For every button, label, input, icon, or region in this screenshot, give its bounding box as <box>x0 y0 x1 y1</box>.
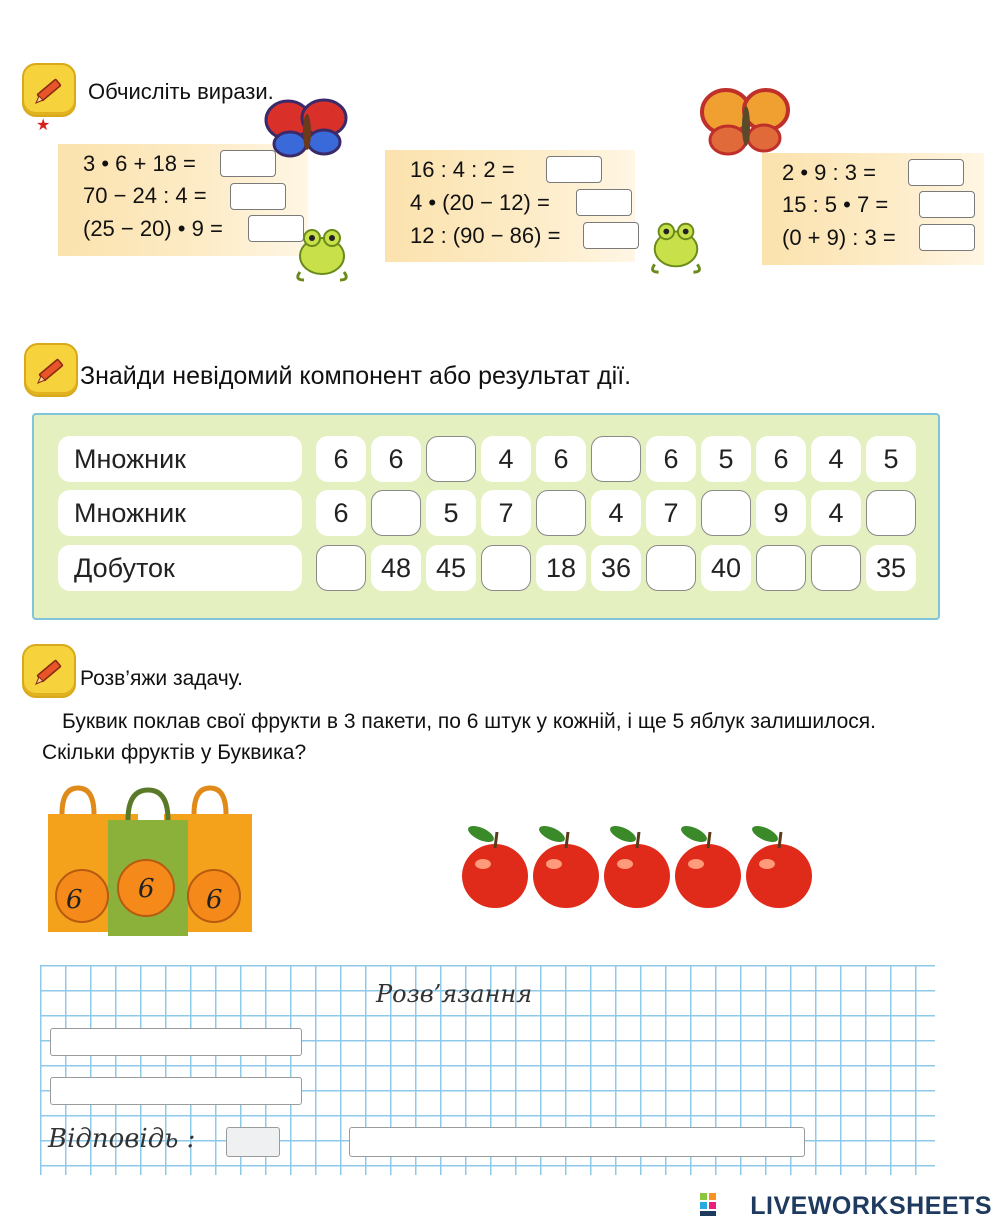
pencil-badge-icon <box>22 644 76 698</box>
pencil-badge-icon <box>22 63 76 117</box>
table-cell: 4 <box>481 436 531 482</box>
expression: (0 + 9) : 3 = <box>782 225 896 250</box>
table-cell: 6 <box>536 436 586 482</box>
table-input-cell[interactable] <box>316 545 366 591</box>
apple-icon <box>604 823 670 908</box>
solution-heading: Розв’язання <box>376 980 533 1008</box>
apple-icon <box>533 823 599 908</box>
apples-illustration <box>455 818 817 914</box>
step-2-input[interactable] <box>50 1077 302 1105</box>
answer-label: Відповідь : <box>48 1124 196 1154</box>
pencil-badge-icon <box>24 343 78 397</box>
table-cell: 5 <box>701 436 751 482</box>
answer-input[interactable] <box>919 224 975 251</box>
problem-text: Буквик поклав свої фрукти в 3 пакети, по 6 штук у кожній, і ще 5 яблук залишилося. Скільки фруктів у Буквика? <box>42 710 876 764</box>
table-input-cell[interactable] <box>481 545 531 591</box>
bag-label: 6 <box>206 885 223 915</box>
expression: (25 − 20) • 9 = <box>83 216 223 241</box>
star-icon: ★ <box>36 117 51 134</box>
table-input-cell[interactable] <box>426 436 476 482</box>
answer-text-input[interactable] <box>349 1127 805 1157</box>
table-cell: 4 <box>591 490 641 536</box>
butterfly-icon <box>262 96 352 164</box>
bag-label: 6 <box>66 885 83 915</box>
table-cell: 6 <box>756 436 806 482</box>
answer-input[interactable] <box>576 189 632 216</box>
task1-title: Обчисліть вирази. <box>88 79 274 104</box>
apple-icon <box>675 823 741 908</box>
table-cell: 4 <box>811 436 861 482</box>
row-label: Множник <box>58 490 302 536</box>
expression: 70 − 24 : 4 = <box>83 183 207 208</box>
expression: 3 • 6 + 18 = <box>83 151 196 176</box>
table-cell: 6 <box>316 490 366 536</box>
table-cell: 7 <box>646 490 696 536</box>
butterfly-icon <box>698 86 794 164</box>
table-input-cell[interactable] <box>646 545 696 591</box>
table-cell: 6 <box>316 436 366 482</box>
table-input-cell[interactable] <box>591 436 641 482</box>
frog-icon <box>290 222 354 284</box>
expression: 16 : 4 : 2 = <box>410 157 515 182</box>
table-input-cell[interactable] <box>866 490 916 536</box>
frog-icon <box>645 216 707 276</box>
table-cell: 18 <box>536 545 586 591</box>
table-cell: 48 <box>371 545 421 591</box>
table-cell: 40 <box>701 545 751 591</box>
table-cell: 35 <box>866 545 916 591</box>
table-cell: 9 <box>756 490 806 536</box>
table-cell: 5 <box>426 490 476 536</box>
table-cell: 36 <box>591 545 641 591</box>
apple-icon <box>462 823 528 908</box>
apple-icon <box>746 823 812 908</box>
table-input-cell[interactable] <box>371 490 421 536</box>
expression: 12 : (90 − 86) = <box>410 223 561 248</box>
answer-input[interactable] <box>583 222 639 249</box>
liveworksheets-logo: LIVEWORKSHEETS <box>750 1192 992 1220</box>
expression: 2 • 9 : 3 = <box>782 160 876 185</box>
answer-input[interactable] <box>230 183 286 210</box>
liveworksheets-logo-icon <box>700 1193 726 1217</box>
table-cell: 6 <box>371 436 421 482</box>
answer-number-input[interactable] <box>226 1127 280 1157</box>
table-input-cell[interactable] <box>536 490 586 536</box>
table-input-cell[interactable] <box>811 545 861 591</box>
task2-title: Знайди невідомий компонент або результат дії. <box>80 362 632 390</box>
answer-input[interactable] <box>919 191 975 218</box>
task3-title: Розв’яжи задачу. <box>80 667 243 690</box>
expression: 4 • (20 − 12) = <box>410 190 550 215</box>
row-label: Добуток <box>58 545 302 591</box>
row-label: Множник <box>58 436 302 482</box>
answer-input[interactable] <box>546 156 602 183</box>
step-1-input[interactable] <box>50 1028 302 1056</box>
table-cell: 6 <box>646 436 696 482</box>
answer-input[interactable] <box>908 159 964 186</box>
table-cell: 7 <box>481 490 531 536</box>
expression: 15 : 5 • 7 = <box>782 192 889 217</box>
table-input-cell[interactable] <box>701 490 751 536</box>
bag-label: 6 <box>138 874 155 904</box>
table-cell: 5 <box>866 436 916 482</box>
table-cell: 4 <box>811 490 861 536</box>
table-cell: 45 <box>426 545 476 591</box>
table-input-cell[interactable] <box>756 545 806 591</box>
